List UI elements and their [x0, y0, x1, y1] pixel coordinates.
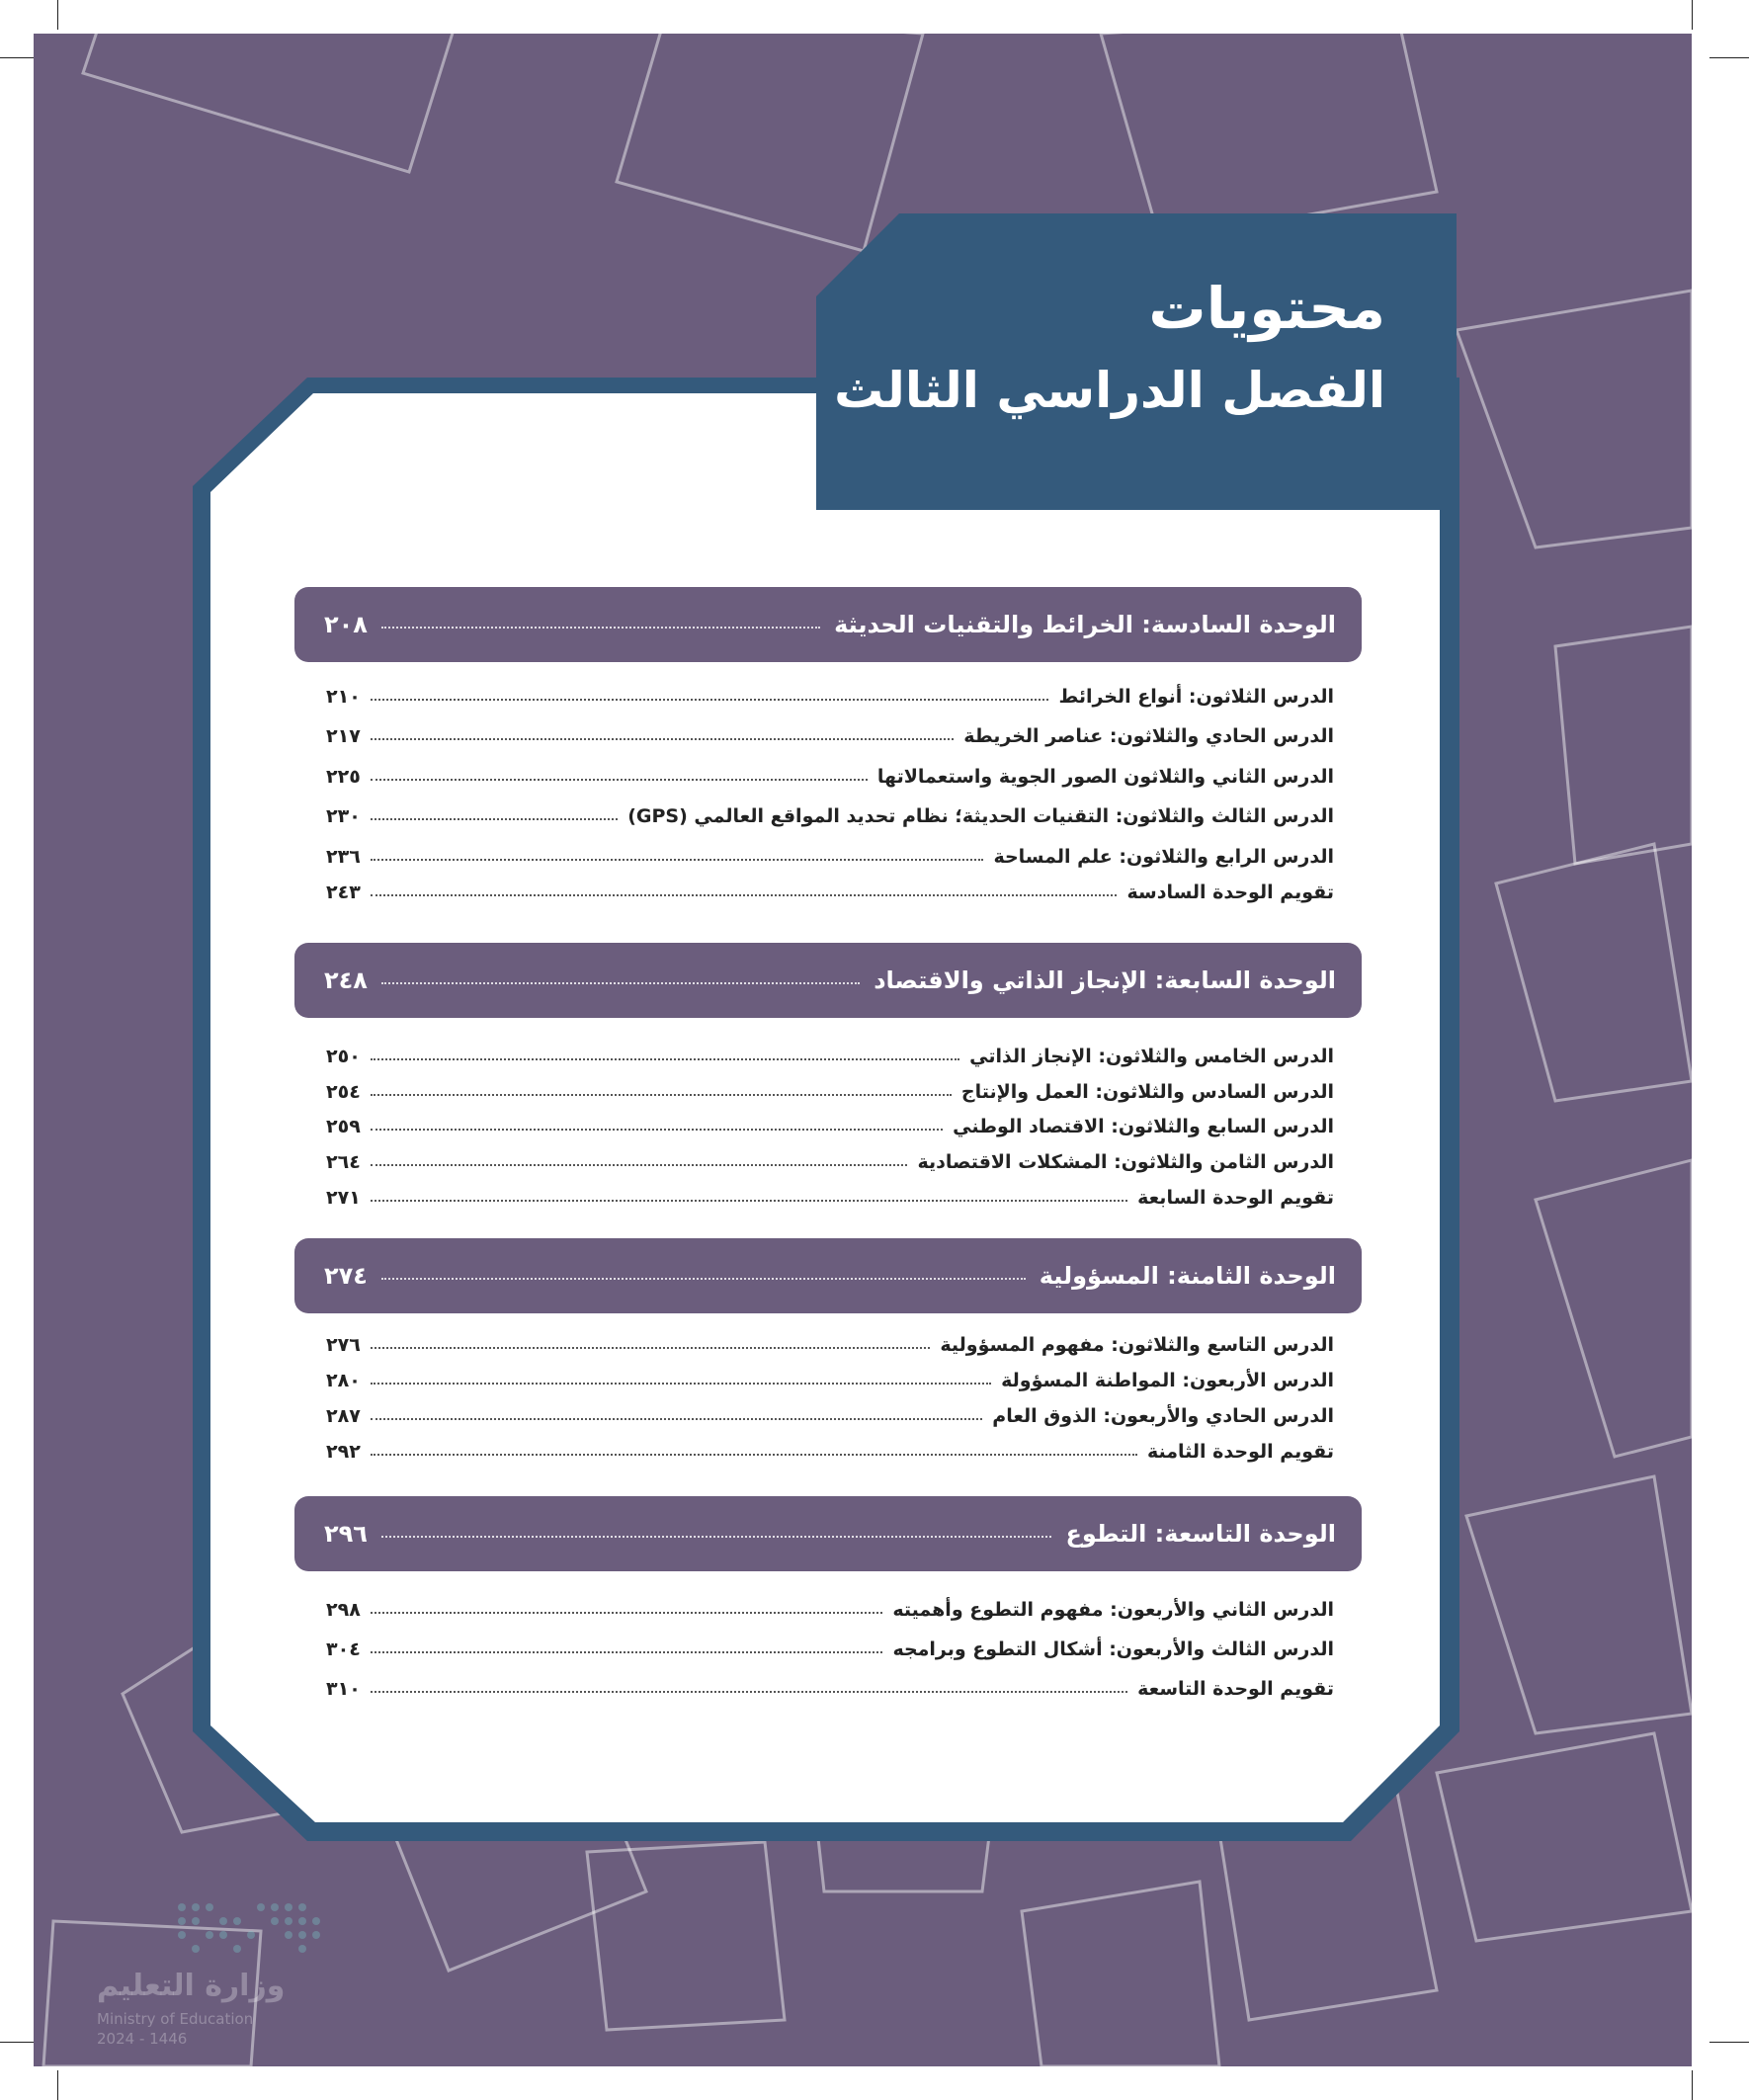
unit-review-entry[interactable]: [326, 1183, 1334, 1213]
lesson-page: ٣٠٤: [326, 1638, 361, 1660]
dot-leader: [381, 627, 820, 629]
ministry-logo: [97, 1893, 334, 2048]
unit-title: الوحدة السابعة: الإنجاز الذاتي والاقتصاد: [874, 966, 1336, 994]
dot-leader: [371, 699, 1049, 701]
dot-leader: [371, 1383, 991, 1385]
unit-header-6[interactable]: [294, 587, 1362, 662]
logo-dots-icon: [172, 1899, 322, 1959]
lesson-title: تقويم الوحدة السابعة: [1137, 1187, 1334, 1209]
lesson-entry[interactable]: [326, 1401, 1334, 1431]
dot-leader: [371, 1129, 943, 1131]
dot-leader: [371, 1347, 931, 1349]
unit-header-9[interactable]: [294, 1496, 1362, 1571]
lesson-entry[interactable]: [326, 1595, 1334, 1625]
page-title: محتويات: [1148, 275, 1385, 342]
lesson-page: ٢٩٨: [326, 1599, 361, 1621]
title-box: [816, 213, 1457, 510]
lesson-page: ٢٧٦: [326, 1334, 361, 1356]
dot-leader: [371, 1691, 1127, 1693]
lesson-title: الدرس الأربعون: المواطنة المسؤولة: [1001, 1370, 1334, 1391]
lesson-entry[interactable]: [326, 762, 1334, 792]
lesson-page: ٢١٧: [326, 725, 361, 747]
dot-leader: [371, 779, 868, 781]
dot-leader: [371, 1164, 908, 1166]
lesson-entry[interactable]: [326, 1330, 1334, 1360]
lesson-page: ٢٧١: [326, 1187, 361, 1209]
lesson-title: الدرس السادس والثلاثون: العمل والإنتاج: [960, 1081, 1334, 1103]
lesson-title: تقويم الوحدة التاسعة: [1137, 1678, 1334, 1700]
unit-page: ٢٤٨: [324, 966, 368, 994]
lesson-page: ٢٥٤: [326, 1081, 361, 1103]
lesson-page: ٢٣٦: [326, 846, 361, 868]
unit-page: ٢٧٤: [324, 1262, 368, 1290]
lesson-title: الدرس الثاني والثلاثون الصور الجوية واستعمالاتها: [876, 766, 1334, 788]
crop-mark: [1709, 57, 1749, 58]
unit-header-7[interactable]: [294, 943, 1362, 1018]
logo-year-text: 2024 - 1446: [97, 2030, 188, 2048]
unit-page: ٢٩٦: [324, 1520, 368, 1548]
crop-mark: [57, 2070, 58, 2100]
lesson-title: الدرس الثالث والأربعون: أشكال التطوع وبرامجه: [892, 1638, 1334, 1660]
lesson-page: ٢٨٠: [326, 1370, 361, 1391]
dot-leader: [371, 859, 984, 861]
dot-leader: [381, 1278, 1026, 1280]
unit-title: الوحدة السادسة: الخرائط والتقنيات الحديثة: [834, 611, 1336, 638]
lesson-page: ٢٦٤: [326, 1151, 361, 1173]
lesson-title: الدرس الثامن والثلاثون: المشكلات الاقتصادية: [917, 1151, 1334, 1173]
unit-review-entry[interactable]: [326, 878, 1334, 907]
dot-leader: [371, 738, 954, 740]
crop-mark: [57, 0, 58, 30]
lesson-entry[interactable]: [326, 1077, 1334, 1107]
dot-leader: [371, 1200, 1127, 1202]
unit-page: ٢٠٨: [324, 611, 368, 638]
lesson-title: الدرس التاسع والثلاثون: مفهوم المسؤولية: [940, 1334, 1334, 1356]
lesson-page: ٢٥٩: [326, 1116, 361, 1137]
lesson-title: الدرس الثالث والثلاثون: التقنيات الحديثة؛ نظام تحديد المواقع العالمي (GPS): [627, 805, 1334, 827]
dot-leader: [371, 1094, 952, 1096]
logo-arabic-text: وزارة التعليم: [97, 1969, 286, 2003]
unit-title: الوحدة التاسعة: التطوع: [1065, 1520, 1336, 1548]
dot-leader: [371, 1454, 1137, 1456]
lesson-title: تقويم الوحدة السادسة: [1126, 882, 1334, 903]
lesson-entry[interactable]: [326, 842, 1334, 872]
unit-review-entry[interactable]: [326, 1674, 1334, 1704]
lesson-entry[interactable]: [326, 1147, 1334, 1177]
dot-leader: [371, 1612, 883, 1614]
lesson-page: ٢٤٣: [326, 882, 361, 903]
lesson-entry[interactable]: [326, 721, 1334, 751]
lesson-title: تقويم الوحدة الثامنة: [1146, 1441, 1334, 1463]
dot-leader: [371, 894, 1118, 896]
lesson-page: ٢٢٥: [326, 766, 361, 788]
unit-title: الوحدة الثامنة: المسؤولية: [1039, 1262, 1336, 1290]
lesson-page: ٣١٠: [326, 1678, 361, 1700]
lesson-entry[interactable]: [326, 1366, 1334, 1395]
lesson-title: الدرس الرابع والثلاثون: علم المساحة: [993, 846, 1334, 868]
crop-mark: [1692, 2070, 1693, 2100]
lesson-page: ٢٣٠: [326, 805, 361, 827]
page-subtitle: الفصل الدراسي الثالث: [834, 362, 1385, 419]
lesson-entry[interactable]: [326, 682, 1334, 712]
dot-leader: [381, 1536, 1052, 1538]
lesson-page: ٢٩٢: [326, 1441, 361, 1463]
dot-leader: [371, 1418, 982, 1420]
crop-mark: [1692, 0, 1693, 30]
lesson-title: الدرس الثلاثون: أنواع الخرائط: [1058, 686, 1334, 708]
lesson-page: ٢١٠: [326, 686, 361, 708]
lesson-page: ٢٥٠: [326, 1046, 361, 1067]
lesson-entry[interactable]: [326, 1635, 1334, 1664]
dot-leader: [371, 818, 618, 820]
lesson-title: الدرس الحادي والأربعون: الذوق العام: [992, 1405, 1334, 1427]
lesson-title: الدرس الحادي والثلاثون: عناصر الخريطة: [963, 725, 1334, 747]
lesson-entry[interactable]: [326, 801, 1334, 831]
dot-leader: [371, 1651, 883, 1653]
unit-header-8[interactable]: [294, 1238, 1362, 1313]
lesson-entry[interactable]: [326, 1042, 1334, 1071]
lesson-title: الدرس السابع والثلاثون: الاقتصاد الوطني: [953, 1116, 1334, 1137]
lesson-title: الدرس الثاني والأربعون: مفهوم التطوع وأهميته: [892, 1599, 1334, 1621]
lesson-title: الدرس الخامس والثلاثون: الإنجاز الذاتي: [969, 1046, 1334, 1067]
lesson-page: ٢٨٧: [326, 1405, 361, 1427]
lesson-entry[interactable]: [326, 1112, 1334, 1141]
logo-english-text: Ministry of Education: [97, 2010, 254, 2028]
dot-leader: [381, 982, 860, 984]
dot-leader: [371, 1058, 959, 1060]
crop-mark: [1709, 2042, 1749, 2043]
unit-review-entry[interactable]: [326, 1437, 1334, 1467]
